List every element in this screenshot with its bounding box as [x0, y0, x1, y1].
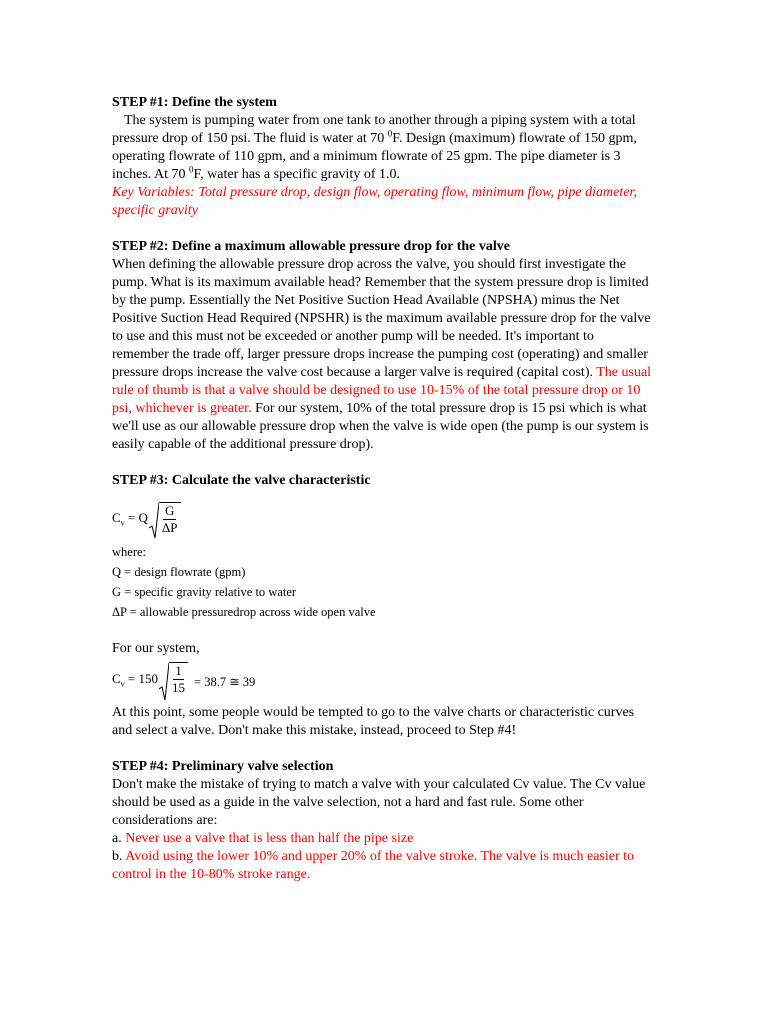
- fraction: $\frac{G}{\Delta P}$: [159, 502, 181, 540]
- cv-equation: $C_v = Q$ $\frac{G}{\Delta P}$: [112, 500, 652, 542]
- consideration-a: a. Never use a valve that is less than half the pipe size: [112, 831, 414, 846]
- step2-heading: STEP #2: Define a maximum allowable pressure drop for the valve: [112, 239, 510, 254]
- radical-sign-icon: [159, 662, 169, 702]
- where-label: where:: [112, 545, 147, 559]
- cv-calculation: $C_v = 150$ $\frac{1}{15}$ = 38.7 ≅ 39: [112, 660, 652, 704]
- step2-body: When defining the allowable pressure drop across the valve, you should first investigate the pump. What is its maximum available head? Remember that the system pressure drop is limited by the pump. Essentially the Net Positive Suction Head Available (NPSHA) minus the Net Positive Suction Head Required (NPSHR) is the maximum available pressure drop for the valve to use and this must not be exceeded or another pump will be needed. It's important to remember the trade off, larger pressure drops increase the pumping cost (operating) and smaller pressure drops increase the valve cost because a larger valve is required (capital cost). The usual rule of thumb is that a valve should be designed to use 10-15% of the total pressure drop or 10 psi, whichever is greater. For our system, 10% of the total pressure drop is 15 psi which is what we'll use as our allowable pressure drop when the valve is wide open (the pump is our system is easily capable of the additional pressure drop).: [112, 257, 652, 452]
- step1-key-variables: Key Variables: Total pressure drop, design flow, operating flow, minimum flow, pipe diameter, specific gravity: [112, 185, 637, 218]
- radical-sign-icon: [149, 502, 159, 540]
- definition-q: Q = design flowrate (gpm): [112, 565, 246, 579]
- document-content: [112, 94, 652, 884]
- rule-of-thumb: The usual rule of thumb is that a valve should be designed to use 10-15% of the total pressure drop or 10 psi, whichever is greater.: [112, 365, 652, 416]
- step4-heading: STEP #4: Preliminary valve selection: [112, 759, 334, 774]
- step1-body: The system is pumping water from one tank to another through a piping system with a total pressure drop of 150 psi. The fluid is water at 70 $^0$F. Design (maximum) flowrate of 150 gpm, operating flowrate of 110 gpm, and a minimum flowrate of 25 gpm. The pipe diameter is 3 inches. At 70 $^0$F, water has a specific gravity of 1.0.: [112, 113, 637, 182]
- step3-after: At this point, some people would be tempted to go to the valve charts or characteristic curves and select a valve. Don't make this mistake, instead, proceed to Step #4!: [112, 705, 635, 738]
- fraction: $\frac{1}{15}$: [169, 662, 188, 702]
- definition-g: G = specific gravity relative to water: [112, 585, 297, 599]
- consideration-b: b. Avoid using the lower 10% and upper 20% of the valve stroke. The valve is much easier to control in the 10-80% stroke range.: [112, 849, 635, 882]
- for-our-system: For our system,: [112, 641, 200, 656]
- step3-heading: STEP #3: Calculate the valve characteristic: [112, 473, 371, 488]
- calc-result: = 38.7 ≅ 39: [194, 675, 256, 689]
- step4-body: Don't make the mistake of trying to match a valve with your calculated Cv value. The Cv value should be used as a guide in the valve selection, not a hard and fast rule. Some other considerations are:: [112, 777, 646, 828]
- step1-heading: STEP #1: Define the system: [112, 95, 277, 110]
- definition-dp: ΔP = allowable pressuredrop across wide open valve: [112, 605, 376, 619]
- square-root: [149, 502, 181, 540]
- cv-formula: [112, 500, 652, 622]
- square-root: [159, 662, 188, 702]
